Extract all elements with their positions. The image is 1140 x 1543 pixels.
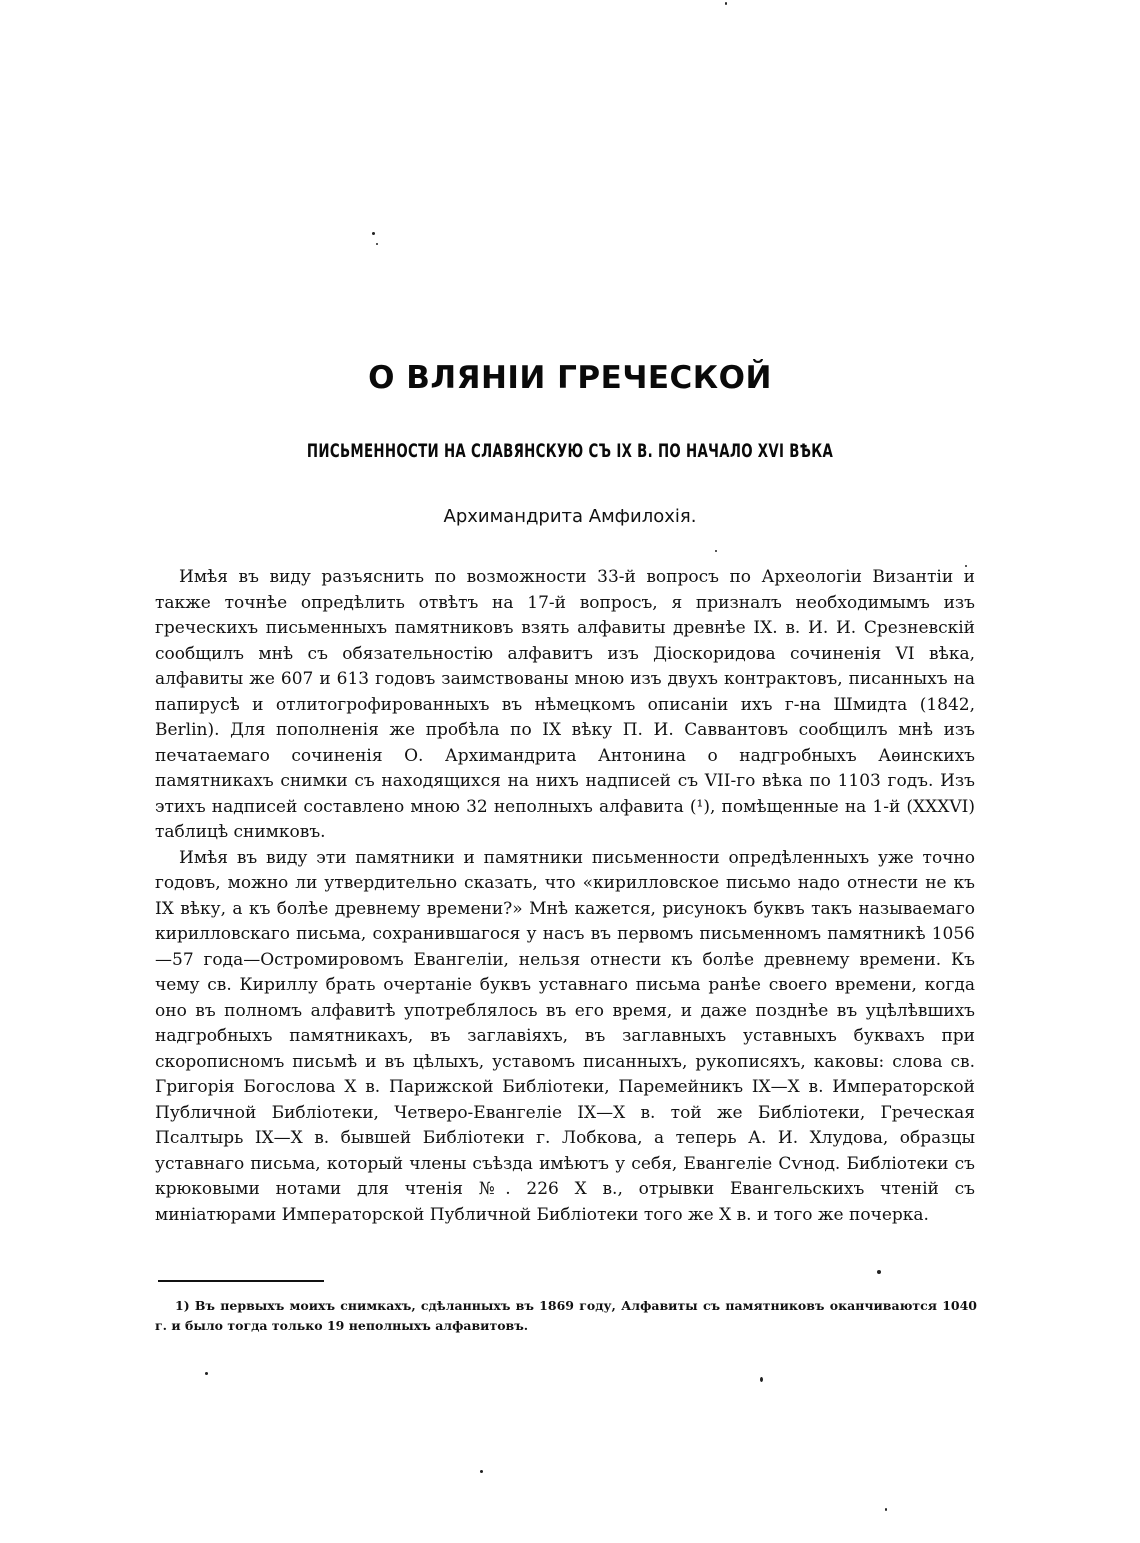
scan-speck <box>372 232 375 235</box>
document-author: Архимандрита Амфилохія. <box>443 506 697 527</box>
scan-speck <box>480 1470 483 1473</box>
scan-speck <box>877 1270 881 1274</box>
footnote-text: 1) Въ первыхъ моихъ снимкахъ, сдѣланныхъ въ 1869 году, Алфавиты съ памятниковъ оканчиваются 1040 г. и было тогда только 19 неполныхъ алфавитовъ. <box>155 1298 977 1333</box>
scan-speck <box>760 1377 763 1382</box>
scan-speck <box>715 550 717 552</box>
scan-speck <box>376 243 378 245</box>
scan-speck <box>965 565 967 567</box>
footnote <box>155 1296 977 1336</box>
scan-speck <box>205 1372 208 1375</box>
scan-speck <box>725 2 727 5</box>
paragraph-2: Имѣя въ виду эти памятники и памятники письменности опредѣленныхъ уже точно годовъ, можно ли утвердительно сказать, что «кирилловское письмо надо отнести не къ IX вѣку, а къ болѣе древнему времени?» Мнѣ кажется, рисунокъ буквъ такъ называемаго кирилловскаго письма, сохранившагося у насъ въ первомъ письменномъ памятникѣ 1056—57 года—Остромировомъ Евангеліи, нельзя отнести къ болѣе древнему времени. Къ чему св. Кириллу брать очертаніе буквъ уставнаго письма ранѣе своего времени, когда оно въ полномъ алфавитѣ употреблялось въ его время, и даже позднѣе въ уцѣлѣвшихъ надгробныхъ памятникахъ, въ заглавіяхъ, въ заглавныхъ уставныхъ буквахъ при скорописномъ письмѣ и въ цѣлыхъ, уставомъ писанныхъ, рукописяхъ, каковы: слова св. Григорія Богослова X в. Парижской Библіотеки, Паремейникъ IX—X в. Императорской Публичной Библіотеки, Четверо-Евангеліе IX—X в. той же Библіотеки, Греческая Псалтырь IX—X в. бывшей Библіотеки г. Лобкова, а теперь А. И. Хлудова, образцы уставнаго письма, который члены съѣзда имѣютъ у себя, Евангеліе Сѵнод. Библіотеки съ крюковыми нотами для чтенія №. 226 X в., отрывки Евангельскихъ чтеній съ миніатюрами Императорской Публичной Библіотеки того же X в. и того же почерка. <box>155 847 975 1225</box>
scan-speck <box>885 1508 887 1511</box>
body-text <box>155 565 975 1228</box>
document-subtitle: ПИСЬМЕННОСТИ НА СЛАВЯНСКУЮ СЪ IX В. ПО НАЧАЛО XVI ВѢКА <box>306 440 834 462</box>
paragraph-1: Имѣя въ виду разъяснить по возможности 33-й вопросъ по Археологіи Византіи и также точнѣе опредѣлить отвѣтъ на 17-й вопросъ, я призналъ необходимымъ изъ греческихъ письменныхъ памятниковъ взять алфавиты древнѣе IX. в. И. И. Срезневскій сообщилъ мнѣ съ обязательностію алфавитъ изъ Діоскоридова сочиненія VI вѣка, алфавиты же 607 и 613 годовъ заимствованы мною изъ двухъ контрактовъ, писанныхъ на папирусѣ и отлитогрофированныхъ въ нѣмецкомъ описаніи ихъ г-на Шмидта (1842, Berlin). Для пополненія же пробѣла по IX вѣку П. И. Саввантовъ сообщилъ мнѣ изъ печатаемаго сочиненія О. Архимандрита Антонина о надгробныхъ Аѳинскихъ памятникахъ снимки съ находящихся на нихъ надписей съ VII-го вѣка по 1103 годъ. Изъ этихъ надписей составлено мною 32 неполныхъ алфавита (¹), помѣщенные на 1-й (XXXVI) таблицѣ снимковъ. <box>155 567 975 842</box>
footnote-divider <box>158 1280 324 1282</box>
document-title: О ВЛЯНІИ ГРЕЧЕСКОЙ <box>368 360 772 396</box>
